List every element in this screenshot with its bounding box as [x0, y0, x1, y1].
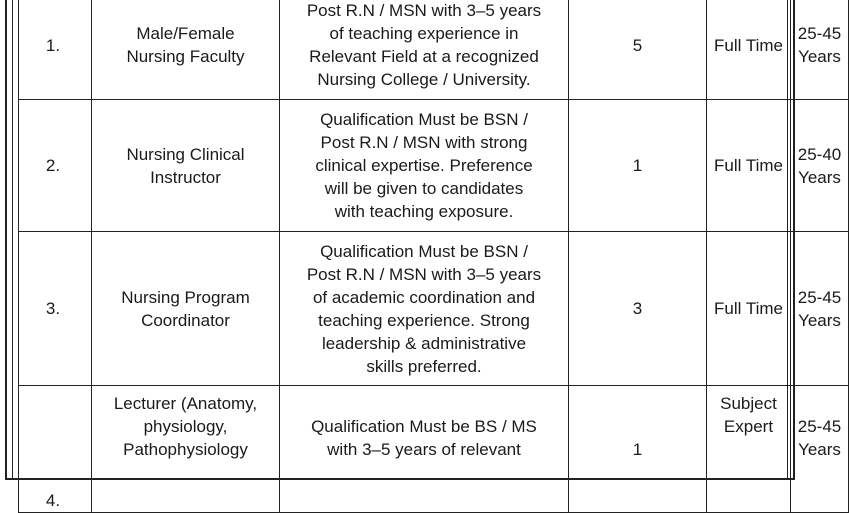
seat-count: 1: [569, 100, 707, 232]
age-limit: 25-40 Years: [791, 100, 849, 232]
age-limit: 25-45 Years: [791, 232, 849, 386]
job-type: Full Time: [707, 0, 791, 100]
table-row: [19, 386, 849, 513]
job-type: Full Time: [707, 232, 791, 386]
serial-number: 4.: [19, 386, 92, 513]
serial-number: 3.: [19, 232, 92, 386]
age-limit: 25-45 Years: [791, 0, 849, 100]
qualification-text: Post R.N / MSN with 3–5 years of teaching experience in Relevant Field at a recognized Nursing College / University.: [280, 0, 569, 100]
position-title: Nursing Clinical Instructor: [92, 100, 280, 232]
age-limit: 25-45 Years: [791, 386, 849, 513]
seat-count: 5: [569, 0, 707, 100]
position-title: Lecturer (Anatomy, physiology, Pathophysiology: [92, 386, 280, 513]
table-row: [19, 0, 849, 100]
qualification-text: Qualification Must be BSN / Post R.N / MSN with 3–5 years of academic coordination and teaching experience. Strong leadership & administrative skills preferred.: [280, 232, 569, 386]
position-title: Nursing Program Coordinator: [92, 232, 280, 386]
job-type: Full Time: [707, 100, 791, 232]
jobs-table: [18, 0, 849, 513]
serial-number: 1.: [19, 0, 92, 100]
qualification-text: Qualification Must be BSN / Post R.N / MSN with strong clinical expertise. Preference will be given to candidates with teaching exposure.: [280, 100, 569, 232]
seat-count: 1: [569, 386, 707, 513]
qualification-text: Qualification Must be BS / MS with 3–5 years of relevant: [280, 386, 569, 513]
table-row: [19, 232, 849, 386]
serial-number: 2.: [19, 100, 92, 232]
job-type: Subject Expert: [707, 386, 791, 513]
position-title: Male/Female Nursing Faculty: [92, 0, 280, 100]
table-row: [19, 100, 849, 232]
seat-count: 3: [569, 232, 707, 386]
